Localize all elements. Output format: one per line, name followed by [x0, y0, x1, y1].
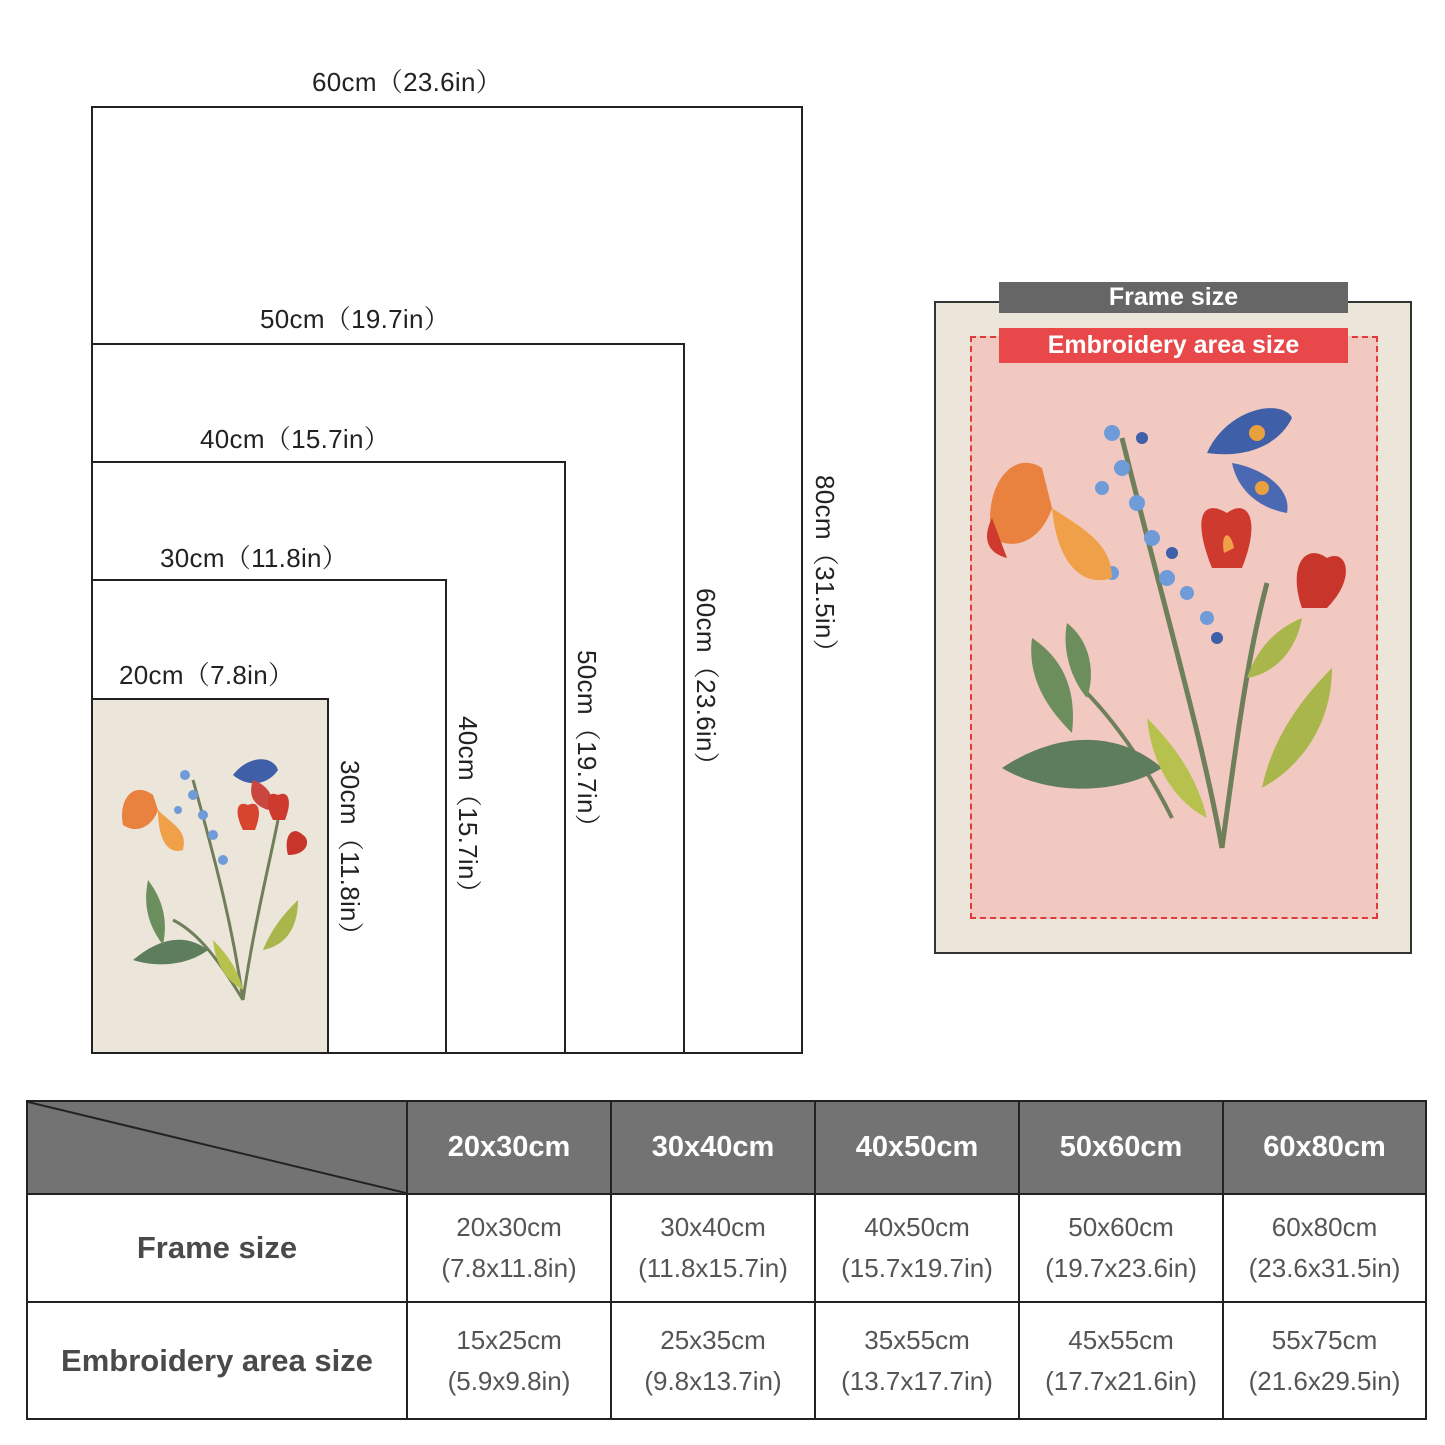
table-cell	[407, 1194, 611, 1302]
table-cell	[815, 1194, 1019, 1302]
cell-in: (17.7x21.6in)	[1045, 1365, 1197, 1396]
cell-in: (9.8x13.7in)	[644, 1365, 782, 1396]
corner-diagonal-line	[28, 1102, 406, 1193]
column-header-30x40: 30x40cm	[611, 1101, 815, 1194]
cell-cm: 35x55cm	[864, 1324, 970, 1355]
column-header-60x80: 60x80cm	[1223, 1101, 1426, 1194]
table-cell	[611, 1302, 815, 1419]
cell-cm: 45x55cm	[1068, 1324, 1174, 1355]
cell-cm: 60x80cm	[1271, 1212, 1378, 1242]
cell-cm: 30x40cm	[660, 1212, 766, 1242]
large-embroidery-preview	[934, 301, 1412, 954]
frame-size-banner: Frame size	[999, 282, 1348, 313]
row-label-frame-size: Frame size	[27, 1194, 407, 1302]
cell-cm: 40x50cm	[864, 1212, 970, 1242]
cell-cm: 20x30cm	[456, 1212, 562, 1242]
table-cell	[611, 1194, 815, 1302]
cell-cm: 55x75cm	[1271, 1324, 1378, 1355]
table-row-frame-size	[27, 1194, 1426, 1302]
height-label-80: 80cm（31.5in）	[810, 475, 840, 666]
width-label-60: 60cm（23.6in）	[312, 67, 503, 97]
table-header-row	[27, 1101, 1426, 1194]
cell-in: (5.9x9.8in)	[447, 1365, 571, 1396]
height-label-30: 30cm（11.8in）	[335, 760, 365, 949]
table-cell	[815, 1302, 1019, 1419]
width-label-40: 40cm（15.7in）	[200, 424, 391, 454]
table-corner-cell	[27, 1101, 407, 1194]
table-cell	[1019, 1302, 1223, 1419]
cell-cm: 50x60cm	[1068, 1212, 1174, 1242]
embroidery-area	[970, 336, 1378, 919]
cell-cm: 15x25cm	[456, 1324, 562, 1355]
cell-cm: 25x35cm	[660, 1324, 766, 1355]
width-label-30: 30cm（11.8in）	[160, 543, 349, 573]
cell-in: (21.6x29.5in)	[1248, 1365, 1401, 1396]
cell-in: (7.8x11.8in)	[441, 1253, 577, 1283]
size-table	[26, 1100, 1427, 1420]
cell-in: (11.8x15.7in)	[638, 1253, 788, 1283]
height-label-50: 50cm（19.7in）	[572, 650, 602, 841]
width-label-50: 50cm（19.7in）	[260, 304, 451, 334]
table-row-embroidery-area	[27, 1302, 1426, 1419]
floral-embroidery-small-image	[93, 700, 329, 1054]
table-cell	[407, 1302, 611, 1419]
floral-embroidery-large-image	[972, 338, 1376, 917]
height-label-60: 60cm（23.6in）	[691, 588, 721, 779]
table-cell	[1223, 1302, 1426, 1419]
cell-in: (13.7x17.7in)	[841, 1365, 993, 1396]
table-cell	[1223, 1194, 1426, 1302]
row-label-embroidery-area-size: Embroidery area size	[27, 1302, 407, 1419]
column-header-40x50: 40x50cm	[815, 1101, 1019, 1194]
small-embroidery-preview	[91, 698, 329, 1054]
cell-in: (19.7x23.6in)	[1045, 1253, 1197, 1283]
cell-in: (15.7x19.7in)	[841, 1253, 993, 1283]
column-header-20x30: 20x30cm	[407, 1101, 611, 1194]
embroidery-area-banner: Embroidery area size	[999, 328, 1348, 363]
width-label-20: 20cm（7.8in）	[119, 660, 295, 690]
height-label-40: 40cm（15.7in）	[453, 716, 483, 907]
table-cell	[1019, 1194, 1223, 1302]
column-header-50x60: 50x60cm	[1019, 1101, 1223, 1194]
cell-in: (23.6x31.5in)	[1248, 1253, 1401, 1283]
